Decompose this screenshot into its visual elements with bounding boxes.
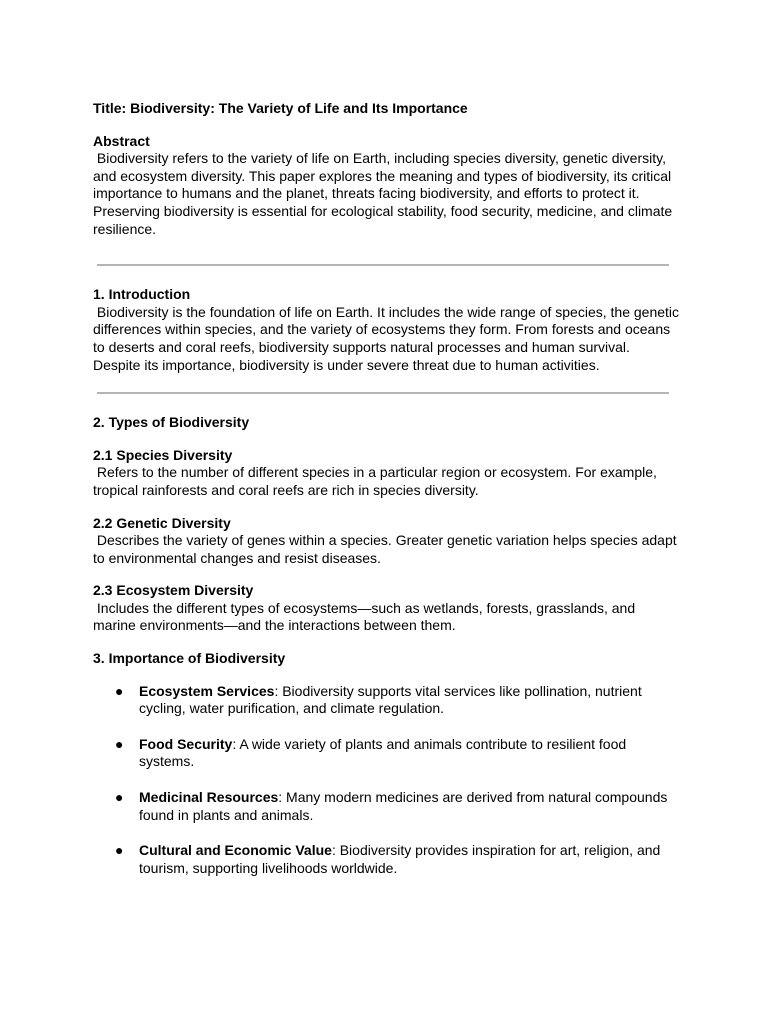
spacer <box>93 238 679 264</box>
spacer <box>93 567 679 582</box>
list-item-term: Food Security <box>139 735 233 752</box>
document-page <box>93 100 683 895</box>
list-item-text: : Biodiversity supports vital services like pollination, nutrient cycling, water purification, and climate regulation. <box>139 682 642 717</box>
genetic-diversity-heading: 2.2 Genetic Diversity <box>93 514 231 531</box>
spacer <box>93 266 679 286</box>
list-item <box>93 736 679 771</box>
ecosystem-diversity-text: Includes the different types of ecosystems—such as wetlands, forests, grasslands, and marine environments—and the interactions between them. <box>93 599 640 634</box>
list-item-term: Ecosystem Services <box>139 682 275 699</box>
spacer <box>93 500 679 515</box>
list-item-text: : Biodiversity provides inspiration for art, religion, and tourism, supporting livelihoods worldwide. <box>139 842 661 876</box>
bullet-icon: ● <box>115 682 124 699</box>
spacer <box>93 432 679 447</box>
list-item-text: : Many modern medicines are derived from natural compounds found in plants and animals. <box>139 789 668 823</box>
bullet-icon: ● <box>115 735 124 752</box>
importance-list <box>93 683 679 878</box>
genetic-diversity-text: Describes the variety of genes within a species. Greater genetic variation helps species adapt to environmental changes and resist diseases. <box>93 532 681 566</box>
introduction-heading: 1. Introduction <box>93 286 191 303</box>
spacer <box>93 635 679 650</box>
bullet-icon: ● <box>115 789 124 806</box>
list-item <box>93 842 679 877</box>
list-item-term: Cultural and Economic Value <box>139 842 332 859</box>
spacer <box>93 374 679 392</box>
abstract-heading: Abstract <box>93 132 150 149</box>
list-item-term: Medicinal Resources <box>139 789 279 806</box>
spacer <box>93 394 679 414</box>
species-diversity-text: Refers to the number of different species in a particular region or ecosystem. For example, tropical rainforests and coral reefs are rich in species diversity. <box>93 464 661 498</box>
spacer <box>93 118 679 133</box>
importance-heading: 3. Importance of Biodiversity <box>93 650 286 667</box>
list-item <box>93 789 679 824</box>
ecosystem-diversity-heading: 2.3 Ecosystem Diversity <box>93 582 254 599</box>
list-item-text: : A wide variety of plants and animals contribute to resilient food systems. <box>139 735 627 770</box>
bullet-icon: ● <box>115 842 124 859</box>
document-title: Title: Biodiversity: The Variety of Life and Its Importance <box>93 100 468 116</box>
types-heading: 2. Types of Biodiversity <box>93 414 250 431</box>
abstract-text: Biodiversity refers to the variety of life on Earth, including species diversity, genetic diversity, and ecosystem diversity. This paper explores the meaning and types of biodiversity, its critical importance to humans and the planet, threats facing biodiversity, and efforts to protect it. Preserving biodiversity is essential for ecological stability, food security, medicine, and climate resilience. <box>93 150 677 237</box>
species-diversity-heading: 2.1 Species Diversity <box>93 446 233 463</box>
list-item <box>93 683 679 718</box>
spacer <box>93 668 679 683</box>
introduction-text: Biodiversity is the foundation of life on Earth. It includes the wide range of species, the genetic differences within species, and the variety of ecosystems they form. From forests and oceans to deserts and coral reefs, biodiversity supports natural processes and human survival. Despite its importance, biodiversity is under severe threat due to human activities. <box>93 303 683 373</box>
